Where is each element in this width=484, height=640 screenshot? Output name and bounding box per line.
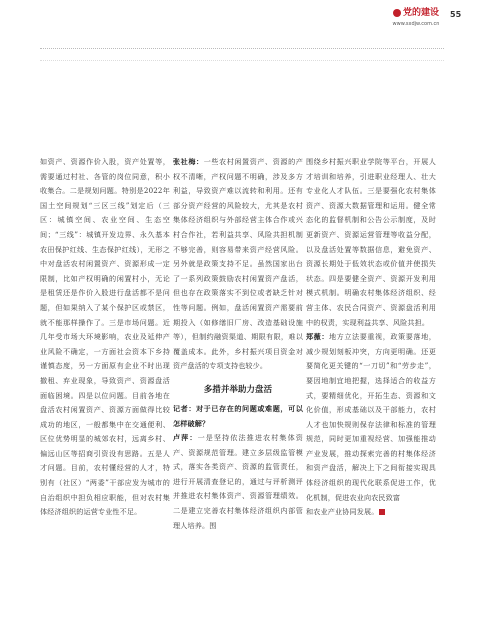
paragraph: 如资产、资源作价入股，资产处置等，需要通过村社、各管的岗位同意，积小收集合。二是规划问题。特别是2022年国土空间规划“三区三线”划定后（三区：城镇空间、农业空间、生态空间；“三线”：城镇开发边界、永久基本农田保护红线、生态保护红线），无形之中对盘活农村闲置资产、资源形成一定限制，比如产权明确的闲置村小，无论是租赁还是作价入股进行盘活都不是问题，但如果纳入了某个保护区或禁区，就不能那样操作了。三是市场问题。近几年受市场大环境影响，农业及延伸产业风险不确定，一方面社会资本下乡持谨慎态度，另一方面原有企业不时出现撤租、弃业现象，导致资产、资源盘活面临困境。四是以位问题。目前各地在盘活农村闲置资产、资源方面做得比较成功的地区，一般都集中在交通便利、区位优势明显的城郊农村，远离乡村、偏远山区等招商引资没有思路。五是人才问题。目前，农村懂经营的人才，特别有（社区）“两委”干部应发为城市的自治组织中担负相应职能，但对农村集体经济组织的运营专业性不足。 <box>40 157 170 517</box>
question-text: 对于已存在的问题或难题，可以怎样破解？ <box>173 403 303 428</box>
paragraph-text: 地方立法要重视，政策要落地，减少规划刻板冲突，方向更明确。还更要简化更关键的“一刀切”和“劳步走”，要因地制宜地把握，选择适合的收益方式，要精细优化，开拓生态、资源和文化价值，形成基础以及干部能力，农村人才也加快规则保存法律和标准的管理规范，同时更加重视经营、加强能推动产业发展，推动探索完善的村集体经济和资产盘活，解决上下之间衔接实现具体经济组织的现代化联系促进工作，优化机制，促进农业向农民致富 <box>306 332 436 502</box>
logo-title: 党的建设 <box>402 8 439 18</box>
paragraph-text: 和农业产业协同发展。 <box>306 507 379 517</box>
paragraph-text: 一是坚持依法推进农村集体资产、资源规范管理。建立多层级监管模式，落实各类资产、资源的监管责任，进行开展清查登记的，通过与评析测评并推进农村集体资产、资源管理绩效。二是建立完善农村集体经济组织内部管理人培养。围 <box>173 433 304 530</box>
speaker-label: 记者： <box>173 403 197 413</box>
paragraph: 围绕乡村振兴职业学院等平台，开展人才培训和培养，引进职业经理人、壮大专业化人才队伍。三是要强化农村集体资产、资源大数据管理和运用。健全常态化的监督机制和公告公示制度，及时更新资产、资源运营管理等收益分配，以及盘活处置等数据信息，避免资产、资源长期处于低效状态或价值并使损失状态。四是要健全资产、资源开发利用模式机制。明确农村集体经济组织、经营主体、农民合同资产、资源盘活利用中的权责，实现利益共享、风险共担。 <box>306 157 436 327</box>
header-divider <box>40 48 444 50</box>
logo-url: www.sxdjw.com.cn <box>392 21 440 27</box>
interviewer-question <box>173 402 303 431</box>
paragraph <box>173 431 303 533</box>
magazine-logo <box>388 6 444 46</box>
text-column-3 <box>306 155 436 520</box>
party-emblem-icon <box>393 9 401 17</box>
page-header <box>0 0 484 52</box>
speaker-label: 郑薇： <box>306 332 330 342</box>
text-column-1 <box>40 155 170 520</box>
section-title: 多措并举助力盘活 <box>203 383 273 394</box>
speaker-label: 张社梅： <box>173 157 204 166</box>
paragraph <box>306 330 436 505</box>
paragraph <box>173 155 303 374</box>
text-column-2 <box>173 155 303 533</box>
page-number: 55 <box>450 10 462 19</box>
header-divider-secondary <box>40 60 444 62</box>
paragraph <box>306 505 436 520</box>
paragraph-text: 一些农村闲置资产、资源的产权不清晰，产权问题不明确，涉及多方利益，导致资产难以流转和利用。还有部分资产经营的风险较大，尤其是农村集体经济组织与外部经营主体合作或兴村合作社，若利益共享、风险共担机制不够完善，则容易带来资产经营风险。另外就是政策支持不足。虽然国家出台了一系列政策鼓励农村闲置资产盘活，但也存在政策落实不到位或者缺乏针对性等问题。例如，盘活闲置资产需要前期投入（如修缮旧厂房、改造基础设施等），但制约融资渠道、期限有限，难以覆盖成本。此外，乡村振兴项目资金对资产盘活的专项支持也较少。 <box>173 157 303 371</box>
speaker-label: 卢萍： <box>173 433 198 443</box>
article-end-icon <box>379 509 385 515</box>
